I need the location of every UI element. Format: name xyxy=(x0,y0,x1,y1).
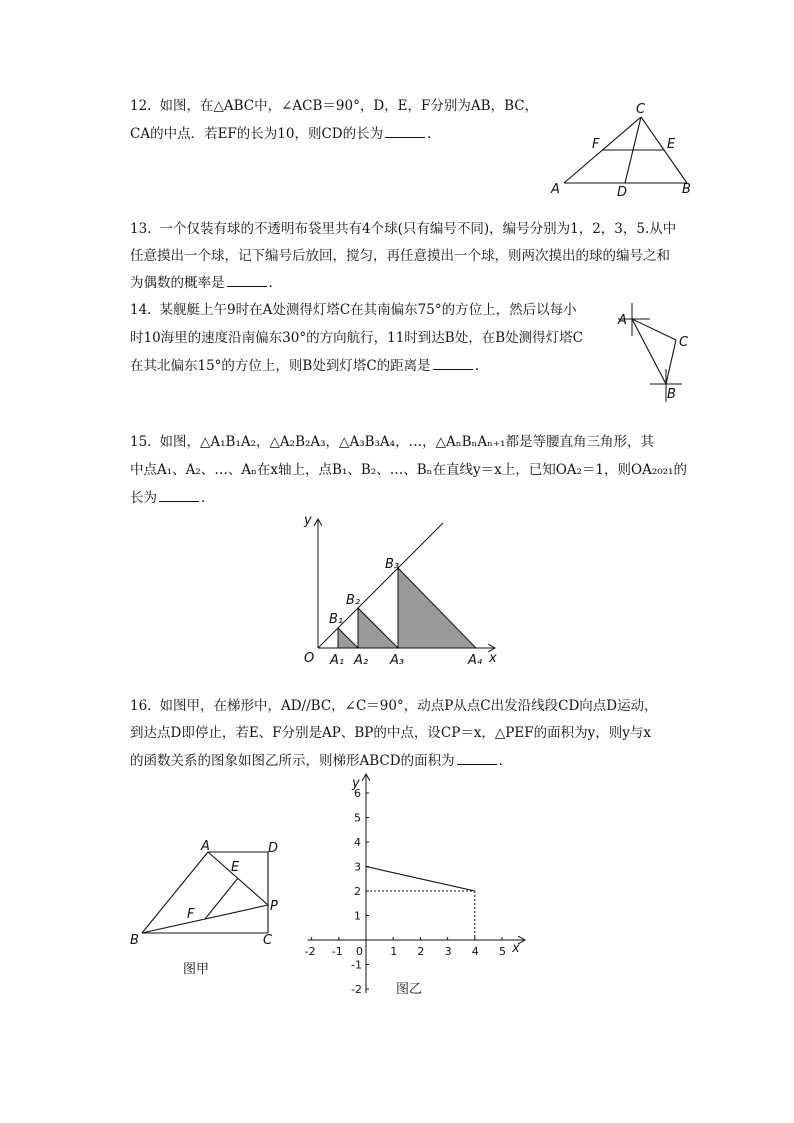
q15-end: . xyxy=(201,490,206,506)
q15-label-b3: B₃ xyxy=(385,557,400,572)
q12-label-b: B xyxy=(682,182,691,197)
q16-graph-xlabel: x xyxy=(512,941,520,956)
q16-line1 xyxy=(130,696,658,716)
q15-label-b1: B₁ xyxy=(329,612,344,627)
q16-label-f: F xyxy=(187,907,195,922)
q15-number: 15. xyxy=(130,434,152,450)
q13-number: 13. xyxy=(130,221,152,237)
q14-end: . xyxy=(474,358,479,374)
graph-y-tick-label: 4 xyxy=(354,836,361,849)
q14-line2 xyxy=(130,328,583,348)
graph-y-tick-label: 1 xyxy=(354,909,361,923)
q15-text2: 中点A₁、A₂、…、Aₙ在x轴上，点B₁、B₂、…、Bₙ在直线y＝x上，已知OA₂＝1，则OA₂₀₂₁的 xyxy=(130,462,687,478)
q15-label-x: x xyxy=(489,651,497,666)
graph-y-tick-label: 3 xyxy=(354,860,361,874)
q12-text1: 如图，在△ABC中，∠ACB＝90°，D，E，F分别为AB，BC， xyxy=(159,98,539,114)
q14-answer-blank[interactable] xyxy=(433,356,473,370)
graph-y-tick-label: -1 xyxy=(351,958,362,972)
q15-line1 xyxy=(130,432,654,452)
q12-label-a: A xyxy=(551,182,560,197)
q15-label-a2: A₂ xyxy=(354,653,369,668)
q14-figure xyxy=(610,300,700,410)
q15-figure xyxy=(296,508,506,670)
q16-number: 16. xyxy=(130,698,152,714)
q12-label-d: D xyxy=(617,185,628,200)
q15-line3 xyxy=(130,488,205,508)
graph-x-tick-label: 2 xyxy=(417,945,425,958)
q14-line3 xyxy=(130,356,479,376)
q15-answer-blank[interactable] xyxy=(159,488,199,502)
q16-label-p: P xyxy=(270,899,278,914)
q12-line1 xyxy=(130,96,538,116)
q13-line3 xyxy=(130,273,273,293)
q16-caption-yi: 图乙 xyxy=(396,982,423,997)
q13-answer-blank[interactable] xyxy=(227,273,267,287)
q16-label-b: B xyxy=(130,933,139,948)
q15-label-o: O xyxy=(304,651,315,666)
q16-text2: 到达点D即停止，若E、F分别是AP、BP的中点，设CP＝x，△PEF的面积为y，则y与x xyxy=(130,725,651,741)
graph-x-tick-label: 3 xyxy=(444,945,452,958)
graph-y-tick-label: 5 xyxy=(354,811,361,825)
q16-figure-yi xyxy=(296,770,526,995)
q15-line2 xyxy=(130,460,687,480)
q15-text3: 长为 xyxy=(130,490,157,506)
q14-text2: 时10海里的速度沿南偏东30°的方向航行，11时到达B处，在B处测得灯塔C xyxy=(130,330,583,346)
q14-text1: 某舰艇上午9时在A处测得灯塔C在其南偏东75°的方位上，然后以每小 xyxy=(159,302,577,318)
graph-y-tick-label: -2 xyxy=(351,983,362,996)
q16-label-e: E xyxy=(231,860,240,875)
q15-label-a3: A₃ xyxy=(390,653,405,668)
q13-line1 xyxy=(130,219,676,239)
q16-text1: 如图甲，在梯形中，AD//BC，∠C＝90°，动点P从点C出发沿线段CD向点D运动， xyxy=(159,698,658,714)
q14-label-b: B xyxy=(667,387,676,402)
q16-graph-origin: 0 xyxy=(356,945,363,958)
q12-label-c: C xyxy=(636,102,646,117)
q16-label-d: D xyxy=(268,841,279,856)
q13-text2: 任意摸出一个球，记下编号后放回，搅匀，再任意摸出一个球，则两次摸出的球的编号之和 xyxy=(130,248,670,264)
q12-answer-blank[interactable] xyxy=(385,124,425,138)
q13-end: . xyxy=(268,275,273,291)
q12-label-e: E xyxy=(667,137,676,152)
q12-text2: CA的中点．若EF的长为10，则CD的长为 xyxy=(130,126,384,142)
q12-label-f: F xyxy=(592,137,600,152)
q13-line2 xyxy=(130,246,670,266)
q16-answer-blank[interactable] xyxy=(457,751,497,765)
q14-number: 14. xyxy=(130,302,152,318)
q16-figure-jia xyxy=(125,838,290,950)
graph-x-tick-label: 1 xyxy=(390,945,398,958)
q14-label-c: C xyxy=(679,335,689,350)
q13-text3: 为偶数的概率是 xyxy=(130,275,225,291)
q14-line1 xyxy=(130,300,577,320)
q16-text3: 的函数关系的图象如图乙所示，则梯形ABCD的面积为 xyxy=(130,753,455,769)
q15-label-a1: A₁ xyxy=(330,653,345,668)
q16-graph-ylabel: y xyxy=(352,776,360,791)
graph-y-tick-label: 6 xyxy=(354,787,361,800)
graph-x-tick-label: 5 xyxy=(499,945,506,958)
q16-line2 xyxy=(130,723,651,743)
q16-end: . xyxy=(498,753,503,769)
q15-label-y: y xyxy=(304,513,312,528)
q15-label-a4: A₄ xyxy=(468,653,483,668)
q14-label-a: A xyxy=(618,313,627,328)
q13-text1: 一个仅装有球的不透明布袋里共有4个球(只有编号不同)，编号分别为1，2，3，5.从中 xyxy=(159,221,677,237)
q12-number: 12. xyxy=(130,98,152,114)
q14-text3: 在其北偏东15°的方位上，则B处到灯塔C的距离是 xyxy=(130,358,431,374)
graph-x-tick-label: -1 xyxy=(331,945,343,958)
graph-x-tick-label: -2 xyxy=(304,945,316,958)
q16-caption-jia: 图甲 xyxy=(183,962,210,977)
graph-series-line xyxy=(366,867,475,892)
q15-label-b2: B₂ xyxy=(346,593,361,608)
q16-label-a: A xyxy=(201,839,210,854)
q12-end: . xyxy=(427,126,432,142)
q16-line3 xyxy=(130,751,503,771)
graph-y-tick-label: 2 xyxy=(354,885,361,898)
q15-text1: 如图，△A₁B₁A₂，△A₂B₂A₃，△A₃B₃A₄，…，△AₙBₙAₙ₊₁都是等腰直角三角形，其 xyxy=(159,434,654,450)
q12-figure xyxy=(548,100,708,200)
q16-label-c: C xyxy=(263,933,273,948)
q12-line2 xyxy=(130,124,431,144)
graph-x-tick-label: 4 xyxy=(471,945,479,958)
